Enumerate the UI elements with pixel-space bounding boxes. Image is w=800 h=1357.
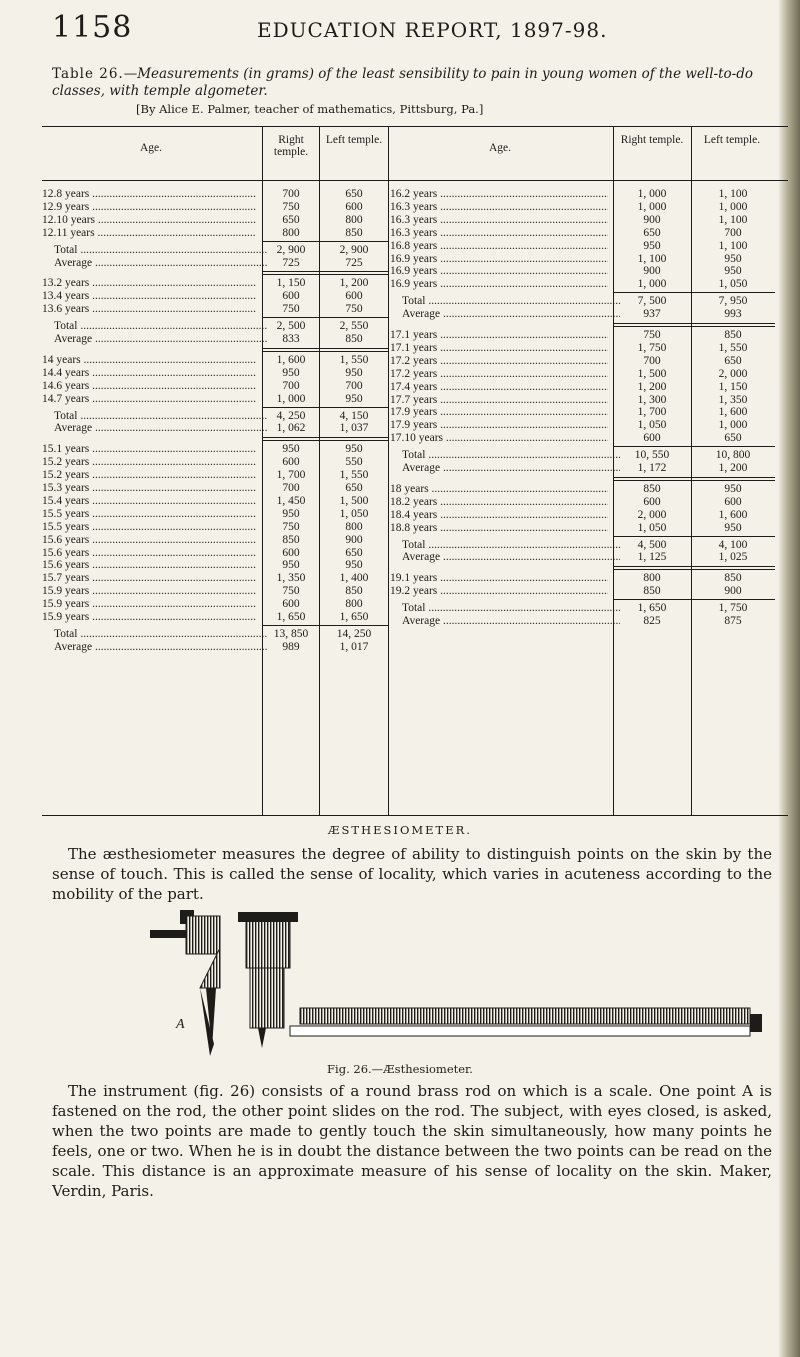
total-row-left-temple: 4, 100 — [718, 538, 748, 551]
table-top-rule — [42, 126, 788, 127]
table-row-right-temple: 600 — [282, 456, 300, 469]
running-title: EDUCATION REPORT, 1897-98. — [257, 18, 608, 42]
total-row-label: Total ..... — [42, 628, 268, 640]
table-row-left-temple: 950 — [724, 521, 742, 534]
table-row-left-temple: 950 — [724, 482, 742, 495]
table-row-right-temple: 1, 050 — [637, 521, 667, 534]
subtotal-rule — [262, 407, 389, 408]
table-row-left-temple: 1, 000 — [718, 419, 748, 432]
table-row-right-temple: 950 — [643, 239, 661, 252]
header-right-temple-left: Right temple. — [273, 134, 309, 158]
table-row-label: 18.8 years ..... — [390, 522, 608, 534]
table-row-left-temple: 950 — [724, 252, 742, 265]
table-row-label: 17.7 years ..... — [390, 394, 608, 406]
subtotal-rule — [613, 292, 775, 293]
average-row-right-temple: 989 — [282, 640, 300, 653]
aesthesiometer-illustration — [150, 908, 770, 1058]
table-row-right-temple: 950 — [282, 507, 300, 520]
table-row-label: 17.1 years ..... — [390, 329, 608, 341]
average-row-right-temple: 1, 125 — [637, 551, 667, 564]
section-heading: ÆSTHESIOMETER. — [328, 823, 472, 837]
table-row-label: 16.9 years ..... — [390, 253, 608, 265]
total-row-right-temple: 4, 250 — [276, 409, 306, 422]
table-row-label: 15.6 years ..... — [42, 534, 256, 546]
description-paragraph: The instrument (fig. 26) consists of a round brass rod on which is a scale. One point A is fastened on the rod, the other point slides on the rod. The subject, with eyes closed, is asked, when the two points are made to gently touch the skin simultaneously, how many points he feels, one or two. When he is in doubt the distance between the two points can be read on the scale. This distance is an approximate measure of his sense of locality on the skin. Maker, Verdin, Paris. — [52, 1082, 772, 1200]
table-row-left-temple: 950 — [345, 366, 363, 379]
table-row-left-temple: 1, 000 — [718, 200, 748, 213]
table-row-left-temple: 700 — [724, 226, 742, 239]
average-row-label: Average ..... — [42, 257, 268, 269]
table-row-label: 15.1 years ..... — [42, 443, 256, 455]
table-row-left-temple: 850 — [345, 585, 363, 598]
table-row-left-temple: 850 — [345, 226, 363, 239]
table-row-label: 15.6 years ..... — [42, 559, 256, 571]
figure-caption: Fig. 26.—Æsthesiometer. — [327, 1062, 473, 1076]
table-row-left-temple: 1, 400 — [339, 572, 369, 585]
group-separator-rule — [262, 271, 389, 275]
table-row-label: 13.4 years ..... — [42, 290, 256, 302]
table-row-label: 16.3 years ..... — [390, 201, 608, 213]
table-row-left-temple: 650 — [724, 354, 742, 367]
average-row-left-temple: 1, 037 — [339, 422, 369, 435]
fixed-point-a — [150, 910, 220, 1056]
table-row-label: 14.4 years ..... — [42, 367, 256, 379]
total-row-label: Total ..... — [42, 410, 268, 422]
total-row-left-temple: 1, 750 — [718, 602, 748, 615]
table-row-left-temple: 950 — [724, 265, 742, 278]
table-row-label: 13.2 years ..... — [42, 277, 256, 289]
average-row-label: Average ..... — [42, 422, 268, 434]
total-row-label: Total ..... — [390, 449, 620, 461]
table-row-right-temple: 1, 200 — [637, 380, 667, 393]
total-row-left-temple: 4, 150 — [339, 409, 369, 422]
total-row-left-temple: 7, 950 — [718, 295, 748, 308]
total-row-label: Total ..... — [42, 320, 268, 332]
table-row-right-temple: 1, 650 — [276, 611, 306, 623]
total-row-right-temple: 2, 900 — [276, 243, 306, 256]
table-row-left-temple: 650 — [345, 546, 363, 559]
table-row-left-temple: 800 — [345, 213, 363, 226]
table-row-right-temple: 1, 600 — [276, 353, 306, 366]
table-row-label: 17.2 years ..... — [390, 355, 608, 367]
average-row-label: Average ..... — [390, 308, 620, 320]
average-row-left-temple: 993 — [724, 308, 742, 321]
table-row-label: 18.4 years ..... — [390, 509, 608, 521]
table-row-right-temple: 750 — [282, 585, 300, 598]
table-row-left-temple: 650 — [724, 432, 742, 445]
table-row-right-temple: 1, 100 — [637, 252, 667, 265]
header-age-left: Age. — [139, 142, 163, 154]
table-row-left-temple: 1, 550 — [718, 341, 748, 354]
table-row-left-temple: 850 — [724, 572, 742, 585]
average-row-left-temple: 1, 025 — [718, 551, 748, 564]
table-column-rule — [388, 126, 389, 816]
average-row-right-temple: 937 — [643, 308, 661, 321]
table-row-label: 15.4 years ..... — [42, 495, 256, 507]
table-row-left-temple: 1, 150 — [718, 380, 748, 393]
table-row-label: 16.3 years ..... — [390, 214, 608, 226]
table-row-left-temple: 1, 600 — [718, 406, 748, 419]
running-header — [52, 10, 752, 50]
table-row-left-temple: 950 — [345, 559, 363, 572]
average-row-label: Average ..... — [390, 551, 620, 563]
total-row-right-temple: 7, 500 — [637, 295, 667, 308]
table-row-left-temple: 1, 650 — [339, 611, 369, 623]
table-row-left-temple: 800 — [345, 598, 363, 611]
table-row-label: 18 years ..... — [390, 483, 608, 495]
table-row-right-temple: 600 — [282, 290, 300, 303]
total-row-label: Total ..... — [42, 244, 268, 256]
table-row-label: 13.6 years ..... — [42, 303, 256, 315]
table-row-left-temple: 750 — [345, 303, 363, 316]
table-row-right-temple: 600 — [282, 546, 300, 559]
table-row-label: 17.1 years ..... — [390, 342, 608, 354]
average-row-right-temple: 1, 062 — [276, 422, 306, 435]
subtotal-rule — [262, 625, 389, 626]
table-row-right-temple: 900 — [643, 213, 661, 226]
table-row-left-temple: 2, 000 — [718, 367, 748, 380]
table-row-left-temple: 900 — [724, 585, 742, 598]
table-row-right-temple: 800 — [643, 572, 661, 585]
table-row-right-temple: 750 — [643, 329, 661, 341]
table-row-right-temple: 1, 150 — [276, 277, 306, 290]
table-row-label: 17.10 years ..... — [390, 432, 608, 444]
total-row-label: Total ..... — [390, 602, 620, 614]
average-row-left-temple: 1, 017 — [339, 640, 369, 653]
table-row-left-temple: 1, 050 — [718, 278, 748, 291]
table-row-left-temple: 600 — [724, 495, 742, 508]
average-row-left-temple: 875 — [724, 615, 742, 627]
table-row-right-temple: 1, 300 — [637, 393, 667, 406]
subtotal-rule — [262, 317, 389, 318]
group-separator-rule — [613, 323, 775, 327]
table-row-label: 12.10 years ..... — [42, 214, 256, 226]
table-row-label: 12.8 years ..... — [42, 188, 256, 200]
table-row-label: 17.4 years ..... — [390, 381, 608, 393]
table-row-right-temple: 600 — [643, 495, 661, 508]
table-row-left-temple: 1, 200 — [339, 277, 369, 290]
table-row-label: 19.2 years ..... — [390, 585, 608, 597]
table-row-label: 15.7 years ..... — [42, 572, 256, 584]
table-row-right-temple: 600 — [643, 432, 661, 445]
table-row-label: 15.5 years ..... — [42, 508, 256, 520]
table-row-label: 18.2 years ..... — [390, 496, 608, 508]
table-row-left-temple: 1, 500 — [339, 494, 369, 507]
table-row-left-temple: 1, 050 — [339, 507, 369, 520]
table-row-label: 16.9 years ..... — [390, 278, 608, 290]
average-row-left-temple: 850 — [345, 333, 363, 345]
subtotal-rule — [613, 599, 775, 600]
table-row-label: 16.9 years ..... — [390, 265, 608, 277]
table-row-left-temple: 600 — [345, 290, 363, 303]
average-row-right-temple: 825 — [643, 615, 661, 627]
average-row-right-temple: 725 — [282, 256, 300, 269]
average-row-left-temple: 1, 200 — [718, 462, 748, 474]
table-row-right-temple: 650 — [282, 213, 300, 226]
header-left-temple-right: Left temple. — [703, 134, 761, 146]
intro-paragraph: The æsthesiometer measures the degree of ability to distinguish points on the skin by the sense of touch. This is called the sense of locality, which varies in acuteness according to the mobility of the part. — [52, 845, 772, 903]
table-row-right-temple: 1, 000 — [637, 278, 667, 291]
table-row-label: 14.7 years ..... — [42, 393, 256, 405]
total-row-right-temple: 2, 500 — [276, 320, 306, 333]
page-number: 1158 — [52, 10, 133, 45]
table-row-left-temple: 600 — [345, 200, 363, 213]
average-row-right-temple: 833 — [282, 333, 300, 345]
table-row-right-temple: 700 — [282, 188, 300, 200]
measurements-table — [42, 126, 788, 816]
table-header-rule — [42, 180, 788, 181]
table-row-label: 16.2 years ..... — [390, 188, 608, 200]
table-row-right-temple: 950 — [282, 443, 300, 456]
average-row-label: Average ..... — [42, 641, 268, 653]
table-row-right-temple: 600 — [282, 598, 300, 611]
table-row-right-temple: 750 — [282, 303, 300, 316]
table-row-right-temple: 950 — [282, 366, 300, 379]
table-row-left-temple: 700 — [345, 379, 363, 392]
table-row-left-temple: 650 — [345, 188, 363, 200]
table-row-label: 17.2 years ..... — [390, 368, 608, 380]
total-row-right-temple: 1, 650 — [637, 602, 667, 615]
table-row-right-temple: 2, 000 — [637, 508, 667, 521]
table-row-left-temple: 800 — [345, 520, 363, 533]
average-row-label: Average ..... — [390, 462, 620, 474]
table-row-right-temple: 900 — [643, 265, 661, 278]
header-left-temple-left: Left temple. — [325, 134, 383, 146]
total-row-right-temple: 4, 500 — [637, 538, 667, 551]
average-row-label: Average ..... — [42, 333, 268, 345]
table-row-left-temple: 950 — [345, 443, 363, 456]
group-separator-rule — [613, 566, 775, 570]
table-row-left-temple: 850 — [724, 329, 742, 341]
subtotal-rule — [262, 241, 389, 242]
table-caption — [52, 66, 772, 100]
table-row-right-temple: 1, 500 — [637, 367, 667, 380]
total-row-left-temple: 2, 550 — [339, 320, 369, 333]
table-row-label: 15.2 years ..... — [42, 469, 256, 481]
table-row-right-temple: 750 — [282, 520, 300, 533]
table-row-label: 15.3 years ..... — [42, 482, 256, 494]
table-row-label: 17.9 years ..... — [390, 419, 608, 431]
table-row-label: 15.5 years ..... — [42, 521, 256, 533]
table-row-label: 12.11 years ..... — [42, 227, 256, 239]
total-row-left-temple: 10, 800 — [715, 449, 751, 462]
table-row-right-temple: 750 — [282, 200, 300, 213]
total-row-right-temple: 13, 850 — [273, 627, 309, 640]
table-row-label: 16.3 years ..... — [390, 227, 608, 239]
table-row-right-temple: 1, 700 — [276, 469, 306, 482]
table-row-left-temple: 650 — [345, 482, 363, 494]
table-column-rule — [262, 126, 263, 816]
table-row-label: 15.9 years ..... — [42, 611, 256, 623]
table-bottom-rule — [42, 815, 788, 816]
table-caption-lead: Table 26. — [52, 66, 124, 82]
group-separator-rule — [613, 477, 775, 481]
average-row-label: Average ..... — [390, 615, 620, 627]
table-row-label: 15.6 years ..... — [42, 547, 256, 559]
group-separator-rule — [262, 348, 389, 352]
table-row-right-temple: 700 — [643, 354, 661, 367]
table-row-right-temple: 850 — [282, 533, 300, 546]
table-row-right-temple: 1, 000 — [276, 392, 306, 405]
average-row-left-temple: 725 — [345, 256, 363, 269]
table-row-label: 16.8 years ..... — [390, 240, 608, 252]
table-row-right-temple: 1, 000 — [637, 200, 667, 213]
table-row-label: 15.9 years ..... — [42, 598, 256, 610]
total-row-left-temple: 14, 250 — [336, 627, 372, 640]
table-row-right-temple: 1, 700 — [637, 406, 667, 419]
table-row-left-temple: 1, 350 — [718, 393, 748, 406]
total-row-right-temple: 10, 550 — [634, 449, 670, 462]
header-right-temple-right: Right temple. — [620, 134, 684, 146]
table-row-right-temple: 1, 350 — [276, 572, 306, 585]
header-age-right: Age. — [488, 142, 512, 154]
table-row-right-temple: 950 — [282, 559, 300, 572]
table-row-left-temple: 1, 100 — [718, 188, 748, 200]
table-row-left-temple: 950 — [345, 392, 363, 405]
table-byline: [By Alice E. Palmer, teacher of mathematics, Pittsburg, Pa.] — [136, 102, 484, 116]
table-row-right-temple: 850 — [643, 585, 661, 598]
table-row-right-temple: 1, 050 — [637, 419, 667, 432]
table-row-right-temple: 1, 000 — [637, 188, 667, 200]
scale-rod — [290, 1008, 762, 1036]
group-separator-rule — [262, 437, 389, 441]
average-row-right-temple: 1, 172 — [637, 462, 667, 474]
table-row-label: 15.9 years ..... — [42, 585, 256, 597]
table-row-left-temple: 1, 600 — [718, 508, 748, 521]
table-row-label: 17.9 years ..... — [390, 406, 608, 418]
table-row-right-temple: 800 — [282, 226, 300, 239]
table-row-left-temple: 550 — [345, 456, 363, 469]
table-row-label: 12.9 years ..... — [42, 201, 256, 213]
subtotal-rule — [613, 536, 775, 537]
table-row-label: 15.2 years ..... — [42, 456, 256, 468]
table-row-right-temple: 650 — [643, 226, 661, 239]
table-caption-text: —Measurements (in grams) of the least sensibility to pain in young women of the well-to-do classes, with temple algometer. — [52, 66, 754, 99]
total-row-left-temple: 2, 900 — [339, 243, 369, 256]
table-row-left-temple: 900 — [345, 533, 363, 546]
sliding-point — [238, 912, 298, 1048]
table-row-label: 19.1 years ..... — [390, 572, 608, 584]
subtotal-rule — [613, 446, 775, 447]
table-row-left-temple: 1, 100 — [718, 213, 748, 226]
table-row-right-temple: 1, 750 — [637, 341, 667, 354]
table-row-left-temple: 1, 100 — [718, 239, 748, 252]
table-row-left-temple: 1, 550 — [339, 469, 369, 482]
figure-point-label: A — [176, 1017, 185, 1032]
table-row-left-temple: 1, 550 — [339, 353, 369, 366]
table-row-label: 14.6 years ..... — [42, 380, 256, 392]
total-row-label: Total ..... — [390, 539, 620, 551]
table-row-right-temple: 700 — [282, 482, 300, 494]
table-row-right-temple: 1, 450 — [276, 494, 306, 507]
table-row-right-temple: 850 — [643, 482, 661, 495]
total-row-label: Total ..... — [390, 295, 620, 307]
table-row-label: 14 years ..... — [42, 354, 256, 366]
table-row-right-temple: 700 — [282, 379, 300, 392]
